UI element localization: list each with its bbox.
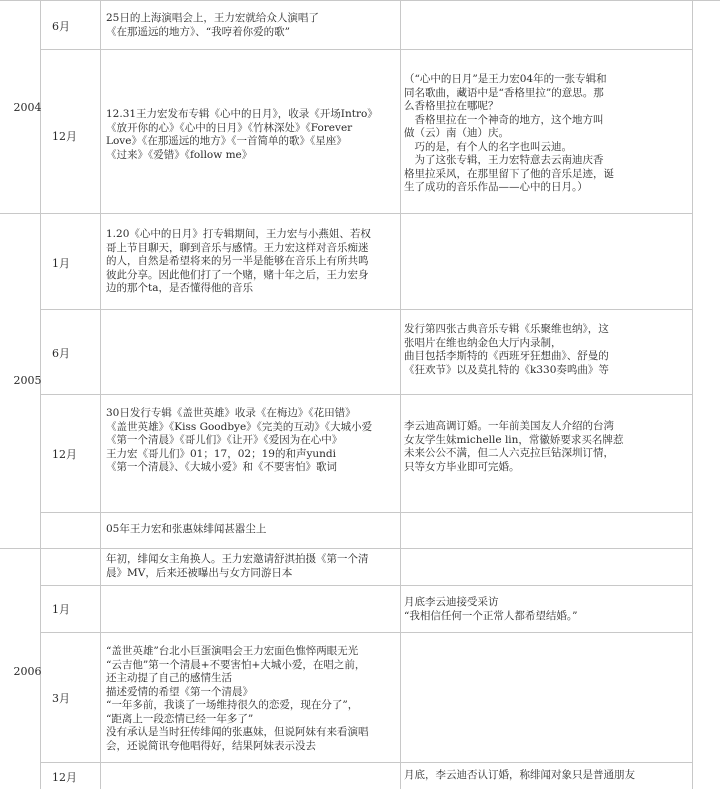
note-cell: 发行第四张古典音乐专辑《乐聚维也纳》，这 张唱片在维也纳金色大厅内录制， 曲目包括李斯特的《西班牙狂想曲》、舒曼的 《狂欢节》以及莫扎特的《k330奏鸣曲》等 bbox=[404, 323, 609, 376]
note-cell: 月底李云迪接受采访 “我相信任何一个正常人都希望结婚。” bbox=[404, 596, 578, 622]
year-2005: 2005 bbox=[13, 374, 42, 387]
event-cell: 05年王力宏和张惠妹绯闻甚嚣尘上 bbox=[106, 523, 267, 535]
note-cell: 月底，李云迪否认订婚，称绯闻对象只是普通朋友 bbox=[404, 769, 635, 781]
month-cell: 3月 bbox=[52, 692, 70, 705]
month-cell: 12月 bbox=[52, 448, 77, 461]
event-cell: “盖世英雄”台北小巨蛋演唱会王力宏面色憔悴两眼无光 “云吉他”第一个清晨+不要害怕+大城小爱，在唱之前， 还主动提了自己的感情生活 描述爱情的希望《第一个清晨》 “一年多前，我谈了一场维持很久的恋爱，现在分了”， “距离上一段恋情已经一年多了” 没有承认是当时狂传绯闻的张惠妹，但说阿妹有来看演唱 会，还说简讯夸他唱得好，结果阿妹表示没去 bbox=[106, 645, 369, 752]
month-cell: 1月 bbox=[52, 603, 70, 616]
month-cell: 1月 bbox=[52, 257, 70, 270]
event-cell: 30日发行专辑《盖世英雄》收录《在梅边》《花田错》 《盖世英雄》《Kiss Goodbye》《完美的互动》《大城小爱 《第一个清晨》《哥儿们》《让开》《爱因为在心中》 王力宏《哥儿们》01；17，02；19的和声yundi 《第一个清晨》、《大城小爱》和《不要害怕》歌词 bbox=[106, 407, 373, 473]
event-cell: 25日的上海演唱会上，王力宏就给众人演唱了 《在那遥远的地方》、“我哼着你爱的歌” bbox=[106, 12, 319, 38]
event-cell: 年初，绯闻女主角换人。王力宏邀请舒淇拍摄《第一个清 晨》MV，后来还被曝出与女方同游日本 bbox=[106, 553, 369, 579]
month-cell: 6月 bbox=[52, 20, 70, 33]
month-cell: 12月 bbox=[52, 130, 77, 143]
month-cell: 6月 bbox=[52, 347, 70, 360]
note-cell: 李云迪高调订婚。一年前美国友人介绍的台湾 女友学生妹michelle lin，常徽娇要求买名牌惹 未来公公不满，但二人六克拉巨钻深圳订情， 只等女方毕业即可完婚。 bbox=[404, 420, 624, 473]
year-2004: 2004 bbox=[13, 101, 42, 114]
month-cell: 12月 bbox=[52, 771, 77, 784]
year-2006: 2006 bbox=[13, 665, 42, 678]
event-cell: 12.31王力宏发布专辑《心中的日月》，收录《开场Intro》 《放开你的心》《心中的日月》《竹林深处》《Forever Love》《在那遥远的地方》《一首简单的歌》《星座》 《过来》《爱错》《follow me》 bbox=[106, 108, 378, 161]
event-cell: 1.20《心中的日月》打专辑期间，王力宏与小燕姐、若权 哥上节目聊天，聊到音乐与感情。王力宏这样对音乐痴迷 的人，自然是希望将来的另一半是能够在音乐上有所共鸣 彼此分享。因此他们打了一个赌，赌十年之后，王力宏身 边的那个ta，是否懂得他的音乐 bbox=[106, 228, 371, 294]
note-cell: （“心中的日月”是王力宏04年的一张专辑和 同名歌曲，藏语中是“香格里拉”的意思。那 么香格里拉在哪呢？ 香格里拉在一个神奇的地方，这个地方叫 做（云）南（迪）庆。 巧的是，有个人的名字也叫云迪。 为了这张专辑，王力宏特意去云南迪庆香 格里拉采风，在那里留下了他的音乐足迹，诞 生了成功的音乐作品——心中的日月。） bbox=[404, 73, 614, 193]
